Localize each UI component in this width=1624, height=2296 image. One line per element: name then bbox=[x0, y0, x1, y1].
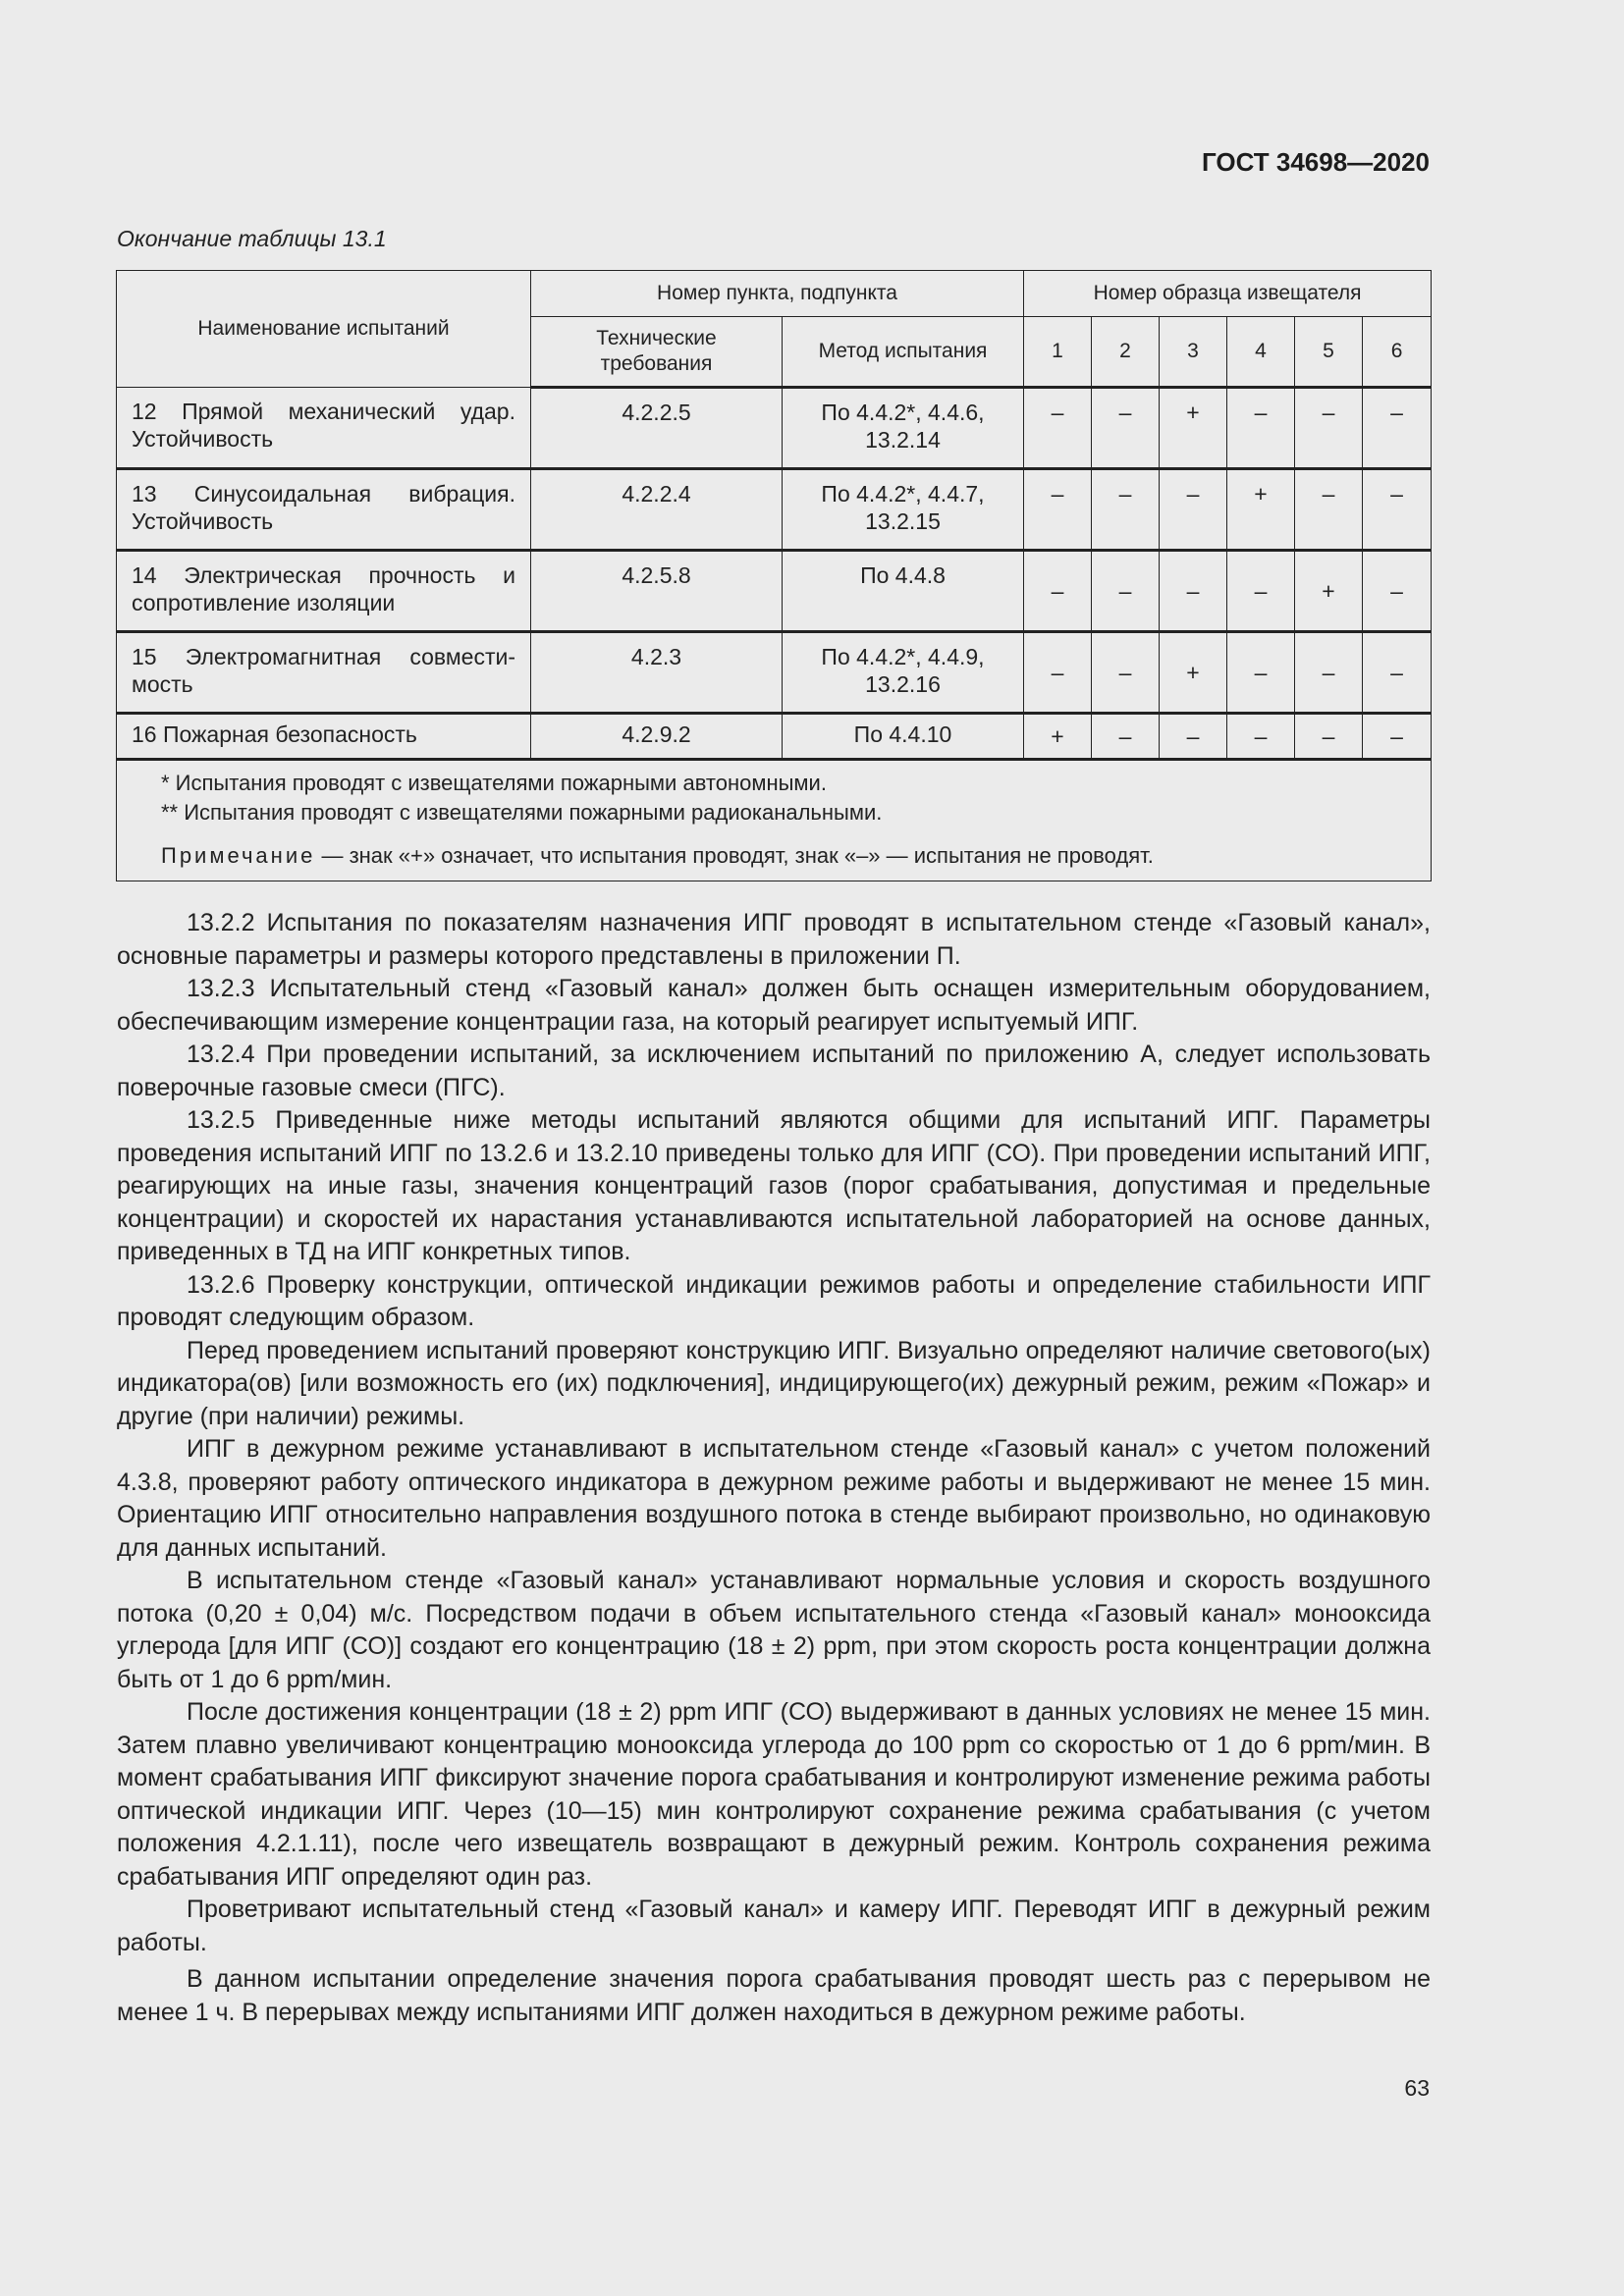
row-test-name: 15 Электромагнитная совмести-мость bbox=[117, 632, 531, 714]
row-test-name: 16 Пожарная безопасность bbox=[117, 714, 531, 760]
paragraph: Перед проведением испытаний проверяют конструкцию ИПГ. Визуально определяют наличие светового(ых) индикатора(ов) [или возможность его (их) подключения], индицирующего(их) дежурный режим, режим «Пожар» и другие (при наличии) режимы. bbox=[117, 1336, 1431, 1430]
paragraph: 13.2.2 Испытания по показателям назначения ИПГ проводят в испытательном стенде «Газовый канал», основные параметры и размеры которого представлены в приложении П. bbox=[117, 909, 1431, 970]
row-mark: – bbox=[1227, 388, 1295, 469]
paragraph: Проветривают испытательный стенд «Газовый канал» и камеру ИПГ. Переводят ИПГ в дежурный режим работы. bbox=[117, 1896, 1431, 1956]
row-mark: – bbox=[1092, 551, 1160, 632]
row-mark: + bbox=[1160, 632, 1227, 714]
row-test-name: 12 Прямой механический удар. Устойчивость bbox=[117, 388, 531, 469]
row-tech-req: 4.2.9.2 bbox=[531, 714, 783, 760]
row-method: По 4.4.10 bbox=[783, 714, 1024, 760]
row-tech-req: 4.2.2.5 bbox=[531, 388, 783, 469]
row-mark: – bbox=[1295, 388, 1363, 469]
row-mark: + bbox=[1227, 469, 1295, 551]
row-tech-req: 4.2.5.8 bbox=[531, 551, 783, 632]
table-row bbox=[117, 632, 1432, 714]
row-method: По 4.4.2*, 4.4.7, 13.2.15 bbox=[783, 469, 1024, 551]
table-note bbox=[161, 841, 1411, 871]
paragraph: В данном испытании определение значения порога срабатывания проводят шесть раз с перерывом не менее 1 ч. В перерывах между испытаниями ИПГ должен находиться в дежурном режиме работы. bbox=[117, 1965, 1431, 2026]
row-mark: – bbox=[1092, 714, 1160, 760]
paragraph: 13.2.6 Проверку конструкции, оптической индикации режимов работы и определение стабильности ИПГ проводят следующим образом. bbox=[117, 1270, 1431, 1331]
header-sample-4: 4 bbox=[1227, 317, 1295, 388]
row-mark: – bbox=[1363, 632, 1432, 714]
row-mark: – bbox=[1024, 388, 1092, 469]
table-row bbox=[117, 714, 1432, 760]
header-test-name: Наименование испытаний bbox=[117, 271, 531, 388]
row-mark: – bbox=[1092, 388, 1160, 469]
results-table bbox=[116, 270, 1432, 881]
row-method: По 4.4.2*, 4.4.6, 13.2.14 bbox=[783, 388, 1024, 469]
header-tech-req: Технические требования bbox=[531, 317, 783, 388]
row-mark: – bbox=[1227, 714, 1295, 760]
row-mark: – bbox=[1092, 632, 1160, 714]
header-sample-group: Номер образца извещателя bbox=[1024, 271, 1432, 317]
header-sample-1: 1 bbox=[1024, 317, 1092, 388]
paragraph: 13.2.3 Испытательный стенд «Газовый канал» должен быть оснащен измерительным оборудованием, обеспечивающим измерение концентрации газа, на который реагирует испытуемый ИПГ. bbox=[117, 975, 1431, 1036]
paragraph: 13.2.4 При проведении испытаний, за исключением испытаний по приложению А, следует использовать поверочные газовые смеси (ПГС). bbox=[117, 1041, 1431, 1101]
note-label: Примечание bbox=[161, 843, 316, 868]
row-mark: – bbox=[1363, 551, 1432, 632]
row-method: По 4.4.8 bbox=[783, 551, 1024, 632]
row-test-name: 14 Электрическая прочность и сопротивление изоляции bbox=[117, 551, 531, 632]
results-table-wrapper bbox=[116, 270, 1431, 881]
row-mark: + bbox=[1295, 551, 1363, 632]
paragraph: В испытательном стенде «Газовый канал» устанавливают нормальные условия и скорость воздушного потока (0,20 ± 0,04) м/с. Посредством подачи в объем испытательного стенда «Газовый канал» монооксида углерода [для ИПГ (СО)] создают его концентрацию (18 ± 2) ppm, при этом скорость роста концентрации должна быть от 1 до 6 ppm/мин. bbox=[117, 1567, 1431, 1693]
row-mark: – bbox=[1295, 714, 1363, 760]
row-mark: – bbox=[1160, 469, 1227, 551]
row-mark: – bbox=[1295, 469, 1363, 551]
table-row bbox=[117, 551, 1432, 632]
table-row bbox=[117, 388, 1432, 469]
paragraph: ИПГ в дежурном режиме устанавливают в испытательном стенде «Газовый канал» с учетом положений 4.3.8, проверяют работу оптического индикатора в дежурном режиме работы и выдерживают не менее 15 мин. Ориентацию ИПГ относительно направления воздушного потока в стенде выбирают произвольно, но одинаковую для данных испытаний. bbox=[117, 1435, 1431, 1562]
row-mark: – bbox=[1024, 632, 1092, 714]
table-caption: Окончание таблицы 13.1 bbox=[117, 226, 387, 251]
header-clause-group: Номер пункта, подпункта bbox=[531, 271, 1024, 317]
row-mark: – bbox=[1024, 551, 1092, 632]
header-method: Метод испытания bbox=[783, 317, 1024, 388]
row-mark: – bbox=[1295, 632, 1363, 714]
paragraph: После достижения концентрации (18 ± 2) ppm ИПГ (СО) выдерживают в данных условиях не менее 15 мин. Затем плавно увеличивают концентрацию монооксида углерода до 100 ppm со скоростью от 1 до 6 ppm/мин. В момент срабатывания ИПГ фиксируют значение порога срабатывания и контролируют изменение режима работы оптической индикации ИПГ. Через (10—15) мин контролируют сохранение режима срабатывания (с учетом положения 4.2.1.11), после чего извещатель возвращают в дежурный режим. Контроль сохранения режима срабатывания ИПГ определяют один раз. bbox=[117, 1698, 1431, 1891]
row-mark: – bbox=[1024, 469, 1092, 551]
header-sample-2: 2 bbox=[1092, 317, 1160, 388]
row-mark: – bbox=[1363, 469, 1432, 551]
document-id: ГОСТ 34698—2020 bbox=[1202, 147, 1430, 177]
row-tech-req: 4.2.3 bbox=[531, 632, 783, 714]
row-mark: – bbox=[1227, 551, 1295, 632]
row-mark: – bbox=[1363, 388, 1432, 469]
row-mark: + bbox=[1024, 714, 1092, 760]
row-mark: + bbox=[1160, 388, 1227, 469]
table-footnotes bbox=[117, 760, 1432, 881]
body-text bbox=[117, 907, 1431, 2029]
row-method: По 4.4.2*, 4.4.9, 13.2.16 bbox=[783, 632, 1024, 714]
table-row bbox=[117, 469, 1432, 551]
table-footnotes-row bbox=[117, 760, 1432, 881]
footnote: ** Испытания проводят с извещателями пожарными радиоканальными. bbox=[161, 800, 883, 825]
header-sample-5: 5 bbox=[1295, 317, 1363, 388]
row-mark: – bbox=[1160, 551, 1227, 632]
note-text: — знак «+» означает, что испытания проводят, знак «–» — испытания не проводят. bbox=[315, 843, 1154, 868]
header-sample-6: 6 bbox=[1363, 317, 1432, 388]
row-mark: – bbox=[1160, 714, 1227, 760]
footnote: * Испытания проводят с извещателями пожарными автономными. bbox=[161, 771, 827, 795]
paragraph: 13.2.5 Приведенные ниже методы испытаний являются общими для испытаний ИПГ. Параметры проведения испытаний ИПГ по 13.2.6 и 13.2.10 приведены только для ИПГ (СО). При проведении испытаний ИПГ, реагирующих на иные газы, значения концентраций газов (порог срабатывания, допустимая и предельные концентрации) и скоростей их нарастания устанавливаются испытательной лабораторией на основе данных, приведенных в ТД на ИПГ конкретных типов. bbox=[117, 1106, 1431, 1265]
header-sample-3: 3 bbox=[1160, 317, 1227, 388]
row-mark: – bbox=[1092, 469, 1160, 551]
page-number: 63 bbox=[1404, 2075, 1430, 2101]
row-mark: – bbox=[1227, 632, 1295, 714]
row-test-name: 13 Синусоидальная вибрация. Устойчивость bbox=[117, 469, 531, 551]
row-tech-req: 4.2.2.4 bbox=[531, 469, 783, 551]
row-mark: – bbox=[1363, 714, 1432, 760]
